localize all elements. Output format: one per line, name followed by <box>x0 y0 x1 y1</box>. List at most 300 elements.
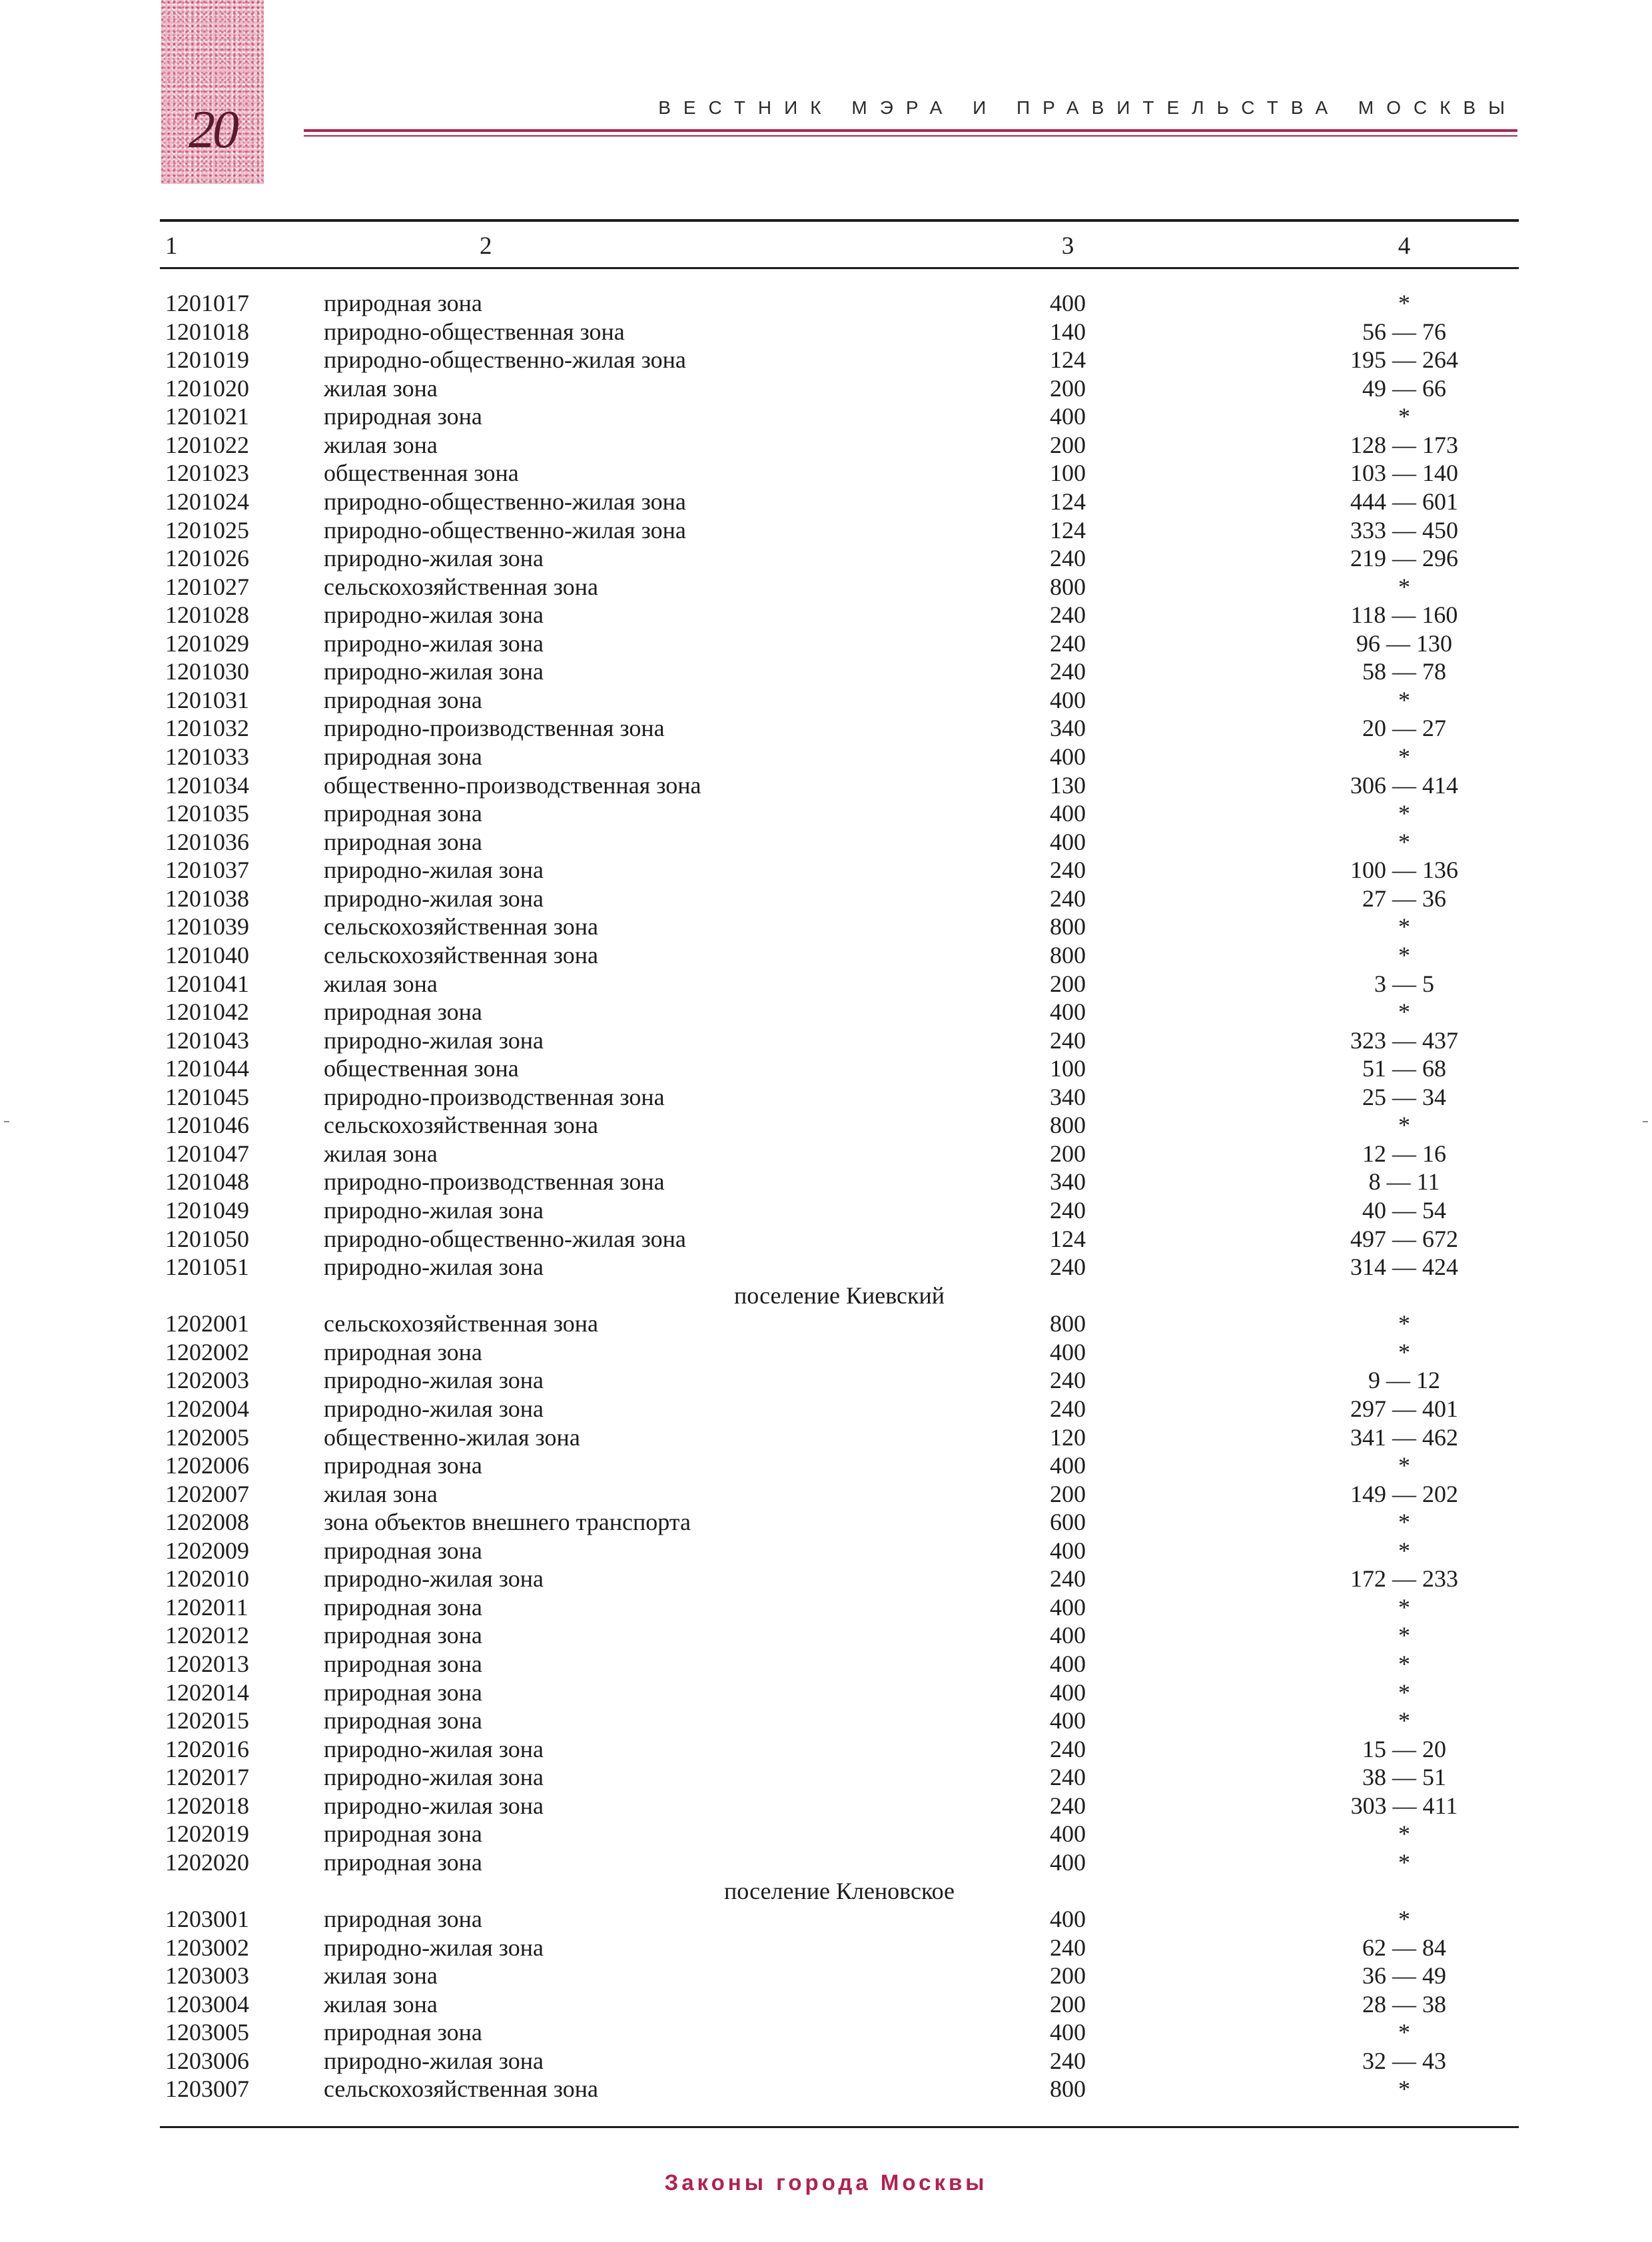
table-row <box>0 2018 1652 2047</box>
zone-code: 1202012 <box>165 1622 249 1649</box>
zone-type: природная зона <box>324 1848 482 1876</box>
zone-value: 340 <box>1050 715 1086 742</box>
zone-type: сельскохозяйственная зона <box>324 1112 598 1139</box>
zone-value: 124 <box>1050 346 1086 374</box>
zone-value: 400 <box>1050 1820 1086 1848</box>
table-row <box>0 1905 1652 1934</box>
zone-code: 1202011 <box>165 1593 248 1621</box>
zone-type: природная зона <box>324 1651 482 1677</box>
zone-range: 8 — 11 <box>1368 1168 1440 1196</box>
zone-range: * <box>1398 290 1410 316</box>
zone-code: 1201041 <box>165 970 249 997</box>
zone-type: природно-жилая зона <box>324 1735 544 1762</box>
zone-range: * <box>1398 1452 1410 1479</box>
zone-code: 1203002 <box>165 1934 249 1961</box>
header-rule <box>304 129 1517 132</box>
zone-code: 1201023 <box>165 460 249 487</box>
zone-code: 1201043 <box>165 1026 249 1054</box>
zone-code: 1202009 <box>165 1537 249 1564</box>
zone-type: общественная зона <box>324 460 519 487</box>
zone-type: природная зона <box>324 2019 482 2046</box>
zone-range: * <box>1398 1906 1410 1933</box>
zone-range: * <box>1398 403 1410 430</box>
table-row <box>0 1480 1652 1509</box>
zone-code: 1201037 <box>165 857 249 884</box>
zone-range: * <box>1398 1112 1410 1139</box>
zone-value: 400 <box>1050 800 1086 827</box>
zone-range: 58 — 78 <box>1362 658 1446 685</box>
zone-value: 240 <box>1050 1735 1086 1762</box>
zone-type: природно-производственная зона <box>324 715 665 742</box>
table-row <box>0 998 1652 1026</box>
zone-type: природная зона <box>324 1906 482 1933</box>
zone-value: 120 <box>1050 1423 1086 1451</box>
zone-value: 240 <box>1050 1764 1086 1791</box>
zone-range: 40 — 54 <box>1362 1197 1446 1224</box>
zone-value: 200 <box>1050 970 1086 997</box>
zone-code: 1202015 <box>165 1707 249 1734</box>
page-number-badge <box>161 0 264 184</box>
crop-mark-left <box>4 1121 9 1122</box>
zone-value: 400 <box>1050 1906 1086 1933</box>
table-row <box>0 1026 1652 1055</box>
table-header-rule <box>160 267 1519 269</box>
zone-range: 56 — 76 <box>1362 318 1446 345</box>
table-row <box>0 2047 1652 2075</box>
zone-value: 130 <box>1050 771 1086 799</box>
zone-range: 36 — 49 <box>1362 1962 1446 1990</box>
zone-type: жилая зона <box>324 1990 438 2018</box>
column-header-4: 4 <box>1398 232 1411 260</box>
zone-range: 20 — 27 <box>1362 715 1446 742</box>
zone-code: 1202018 <box>165 1792 249 1819</box>
zone-value: 240 <box>1050 1367 1086 1394</box>
table-row <box>0 516 1652 545</box>
zone-type: природная зона <box>324 1679 482 1706</box>
zone-code: 1201028 <box>165 601 249 629</box>
zone-value: 400 <box>1050 1593 1086 1621</box>
zone-range: * <box>1398 998 1410 1026</box>
zone-value: 240 <box>1050 1565 1086 1593</box>
zone-code: 1201034 <box>165 771 249 799</box>
zone-type: сельскохозяйственная зона <box>324 913 598 940</box>
zone-value: 340 <box>1050 1083 1086 1110</box>
zone-range: * <box>1398 828 1410 855</box>
zone-code: 1203001 <box>165 1906 249 1933</box>
zone-code: 1201047 <box>165 1140 249 1167</box>
zone-type: природно-жилая зона <box>324 629 544 657</box>
zone-code: 1201039 <box>165 913 249 940</box>
zone-type: жилая зона <box>324 1480 438 1507</box>
zone-value: 140 <box>1050 318 1086 345</box>
table-row <box>0 1848 1652 1877</box>
zone-type: природно-жилая зона <box>324 658 544 685</box>
zone-range: * <box>1398 800 1410 827</box>
table-row <box>0 1083 1652 1112</box>
zone-value: 400 <box>1050 828 1086 855</box>
column-header-1: 1 <box>165 232 178 260</box>
zone-code: 1202013 <box>165 1651 249 1677</box>
zone-range: * <box>1398 1310 1410 1337</box>
section-row <box>0 1282 1652 1310</box>
zone-range: * <box>1398 1651 1410 1677</box>
zone-code: 1201026 <box>165 545 249 572</box>
zone-value: 240 <box>1050 1026 1086 1054</box>
table-row <box>0 346 1652 374</box>
zone-code: 1201044 <box>165 1055 249 1082</box>
zone-code: 1203005 <box>165 2019 249 2046</box>
table-row <box>0 1679 1652 1707</box>
zone-range: * <box>1398 1537 1410 1564</box>
zone-value: 200 <box>1050 1990 1086 2018</box>
zone-range: * <box>1398 2019 1410 2046</box>
zone-type: сельскохозяйственная зона <box>324 941 598 968</box>
zone-value: 800 <box>1050 573 1086 600</box>
table-row <box>0 856 1652 885</box>
zone-range: 195 — 264 <box>1350 346 1458 374</box>
table-row <box>0 1650 1652 1679</box>
zone-range: 49 — 66 <box>1362 374 1446 402</box>
zone-range: * <box>1398 1820 1410 1848</box>
zone-code: 1201017 <box>165 290 249 316</box>
header-rule-thin <box>304 135 1517 137</box>
zone-value: 100 <box>1050 460 1086 487</box>
zone-value: 240 <box>1050 1395 1086 1422</box>
table-row <box>0 1309 1652 1338</box>
zone-value: 200 <box>1050 1140 1086 1167</box>
zone-type: природно-жилая зона <box>324 1254 544 1281</box>
zone-code: 1202007 <box>165 1480 249 1507</box>
zone-range: 32 — 43 <box>1362 2047 1446 2074</box>
zone-range: 9 — 12 <box>1368 1367 1440 1394</box>
zone-type: природно-жилая зона <box>324 1026 544 1054</box>
table-row <box>0 1140 1652 1168</box>
table-row <box>0 629 1652 658</box>
zone-value: 240 <box>1050 2047 1086 2074</box>
zone-code: 1201031 <box>165 686 249 713</box>
zone-code: 1202014 <box>165 1679 249 1706</box>
table-row <box>0 828 1652 857</box>
zone-value: 400 <box>1050 1452 1086 1479</box>
zone-value: 240 <box>1050 857 1086 884</box>
section-title: поселение Киевский <box>733 1282 945 1309</box>
zone-range: * <box>1398 1509 1410 1536</box>
zone-value: 240 <box>1050 629 1086 657</box>
zone-type: природно-общественно-жилая зона <box>324 516 686 544</box>
zone-range: 25 — 34 <box>1362 1083 1446 1110</box>
running-title: ВЕСТНИК МЭРА И ПРАВИТЕЛЬСТВА МОСКВЫ <box>658 97 1517 118</box>
zone-code: 1202016 <box>165 1735 249 1762</box>
table-row <box>0 544 1652 573</box>
zone-range: 15 — 20 <box>1362 1735 1446 1762</box>
zone-code: 1201051 <box>165 1254 249 1281</box>
zone-code: 1203003 <box>165 1962 249 1990</box>
zone-value: 400 <box>1050 1622 1086 1649</box>
zone-range: * <box>1398 573 1410 600</box>
zone-code: 1202001 <box>165 1310 249 1337</box>
zone-code: 1201032 <box>165 715 249 742</box>
zone-range: * <box>1398 1622 1410 1649</box>
zone-value: 400 <box>1050 2019 1086 2046</box>
zone-code: 1201045 <box>165 1083 249 1110</box>
zone-type: общественная зона <box>324 1055 519 1082</box>
zone-type: природно-производственная зона <box>324 1168 665 1196</box>
crop-mark-right <box>1643 1121 1648 1122</box>
zone-type: жилая зона <box>324 431 438 458</box>
table-row <box>0 1593 1652 1622</box>
zone-code: 1202003 <box>165 1367 249 1394</box>
zone-type: зона объектов внешнего транспорта <box>324 1509 691 1536</box>
column-header-2: 2 <box>480 232 492 260</box>
zone-value: 600 <box>1050 1509 1086 1536</box>
table-row <box>0 459 1652 488</box>
zone-code: 1201030 <box>165 658 249 685</box>
zone-code: 1202006 <box>165 1452 249 1479</box>
zone-range: 96 — 130 <box>1356 629 1452 657</box>
zone-type: природно-жилая зона <box>324 2047 544 2074</box>
table-row <box>0 1962 1652 1990</box>
zone-range: 497 — 672 <box>1350 1225 1458 1252</box>
zone-range: * <box>1398 913 1410 940</box>
zone-code: 1202017 <box>165 1764 249 1791</box>
zone-value: 400 <box>1050 998 1086 1026</box>
zone-code: 1203004 <box>165 1990 249 2018</box>
zone-code: 1201033 <box>165 743 249 770</box>
table-row <box>0 1366 1652 1395</box>
column-header-3: 3 <box>1061 232 1074 260</box>
zone-value: 100 <box>1050 1055 1086 1082</box>
zone-range: * <box>1398 1848 1410 1876</box>
zone-range: * <box>1398 1707 1410 1734</box>
table-row <box>0 1196 1652 1225</box>
zone-type: сельскохозяйственная зона <box>324 573 598 600</box>
zone-range: 27 — 36 <box>1362 885 1446 912</box>
zone-value: 240 <box>1050 1254 1086 1281</box>
zone-value: 400 <box>1050 1707 1086 1734</box>
zone-type: природно-жилая зона <box>324 1792 544 1819</box>
table-row <box>0 771 1652 800</box>
zone-value: 340 <box>1050 1168 1086 1196</box>
table-row <box>0 799 1652 828</box>
zone-type: природная зона <box>324 828 482 855</box>
zone-code: 1201021 <box>165 403 249 430</box>
zone-code: 1201018 <box>165 318 249 345</box>
zone-code: 1201038 <box>165 885 249 912</box>
zone-code: 1201042 <box>165 998 249 1026</box>
table-row <box>0 318 1652 346</box>
zone-type: природная зона <box>324 1537 482 1564</box>
zone-type: природно-общественно-жилая зона <box>324 488 686 515</box>
zone-type: сельскохозяйственная зона <box>324 2075 598 2103</box>
table-row <box>0 885 1652 913</box>
zone-value: 240 <box>1050 1792 1086 1819</box>
zone-code: 1202008 <box>165 1509 249 1536</box>
zone-type: природно-общественно-жилая зона <box>324 1225 686 1252</box>
zone-range: * <box>1398 743 1410 770</box>
zone-range: 62 — 84 <box>1362 1934 1446 1961</box>
zone-type: природно-жилая зона <box>324 1764 544 1791</box>
zone-range: 219 — 296 <box>1350 545 1458 572</box>
zone-range: 100 — 136 <box>1350 857 1458 884</box>
zone-code: 1201020 <box>165 374 249 402</box>
zone-value: 800 <box>1050 1112 1086 1139</box>
zone-type: сельскохозяйственная зона <box>324 1310 598 1337</box>
table-row <box>0 402 1652 431</box>
table-row <box>0 1565 1652 1593</box>
zone-type: природно-жилая зона <box>324 601 544 629</box>
zone-type: природная зона <box>324 743 482 770</box>
zone-value: 124 <box>1050 488 1086 515</box>
zone-type: природно-общественная зона <box>324 318 625 345</box>
zone-code: 1201036 <box>165 828 249 855</box>
zone-value: 240 <box>1050 601 1086 629</box>
table-row <box>0 1395 1652 1423</box>
zone-value: 400 <box>1050 743 1086 770</box>
zone-value: 400 <box>1050 1848 1086 1876</box>
zone-value: 400 <box>1050 1537 1086 1564</box>
zone-code: 1201022 <box>165 431 249 458</box>
footer-section-title: Законы города Москвы <box>664 2170 988 2195</box>
section-row <box>0 1877 1652 1906</box>
zone-value: 800 <box>1050 1310 1086 1337</box>
zone-code: 1201046 <box>165 1112 249 1139</box>
table-row <box>0 431 1652 460</box>
zone-code: 1201049 <box>165 1197 249 1224</box>
table-row <box>0 1792 1652 1820</box>
zone-range: 28 — 38 <box>1362 1990 1446 2018</box>
zone-range: 444 — 601 <box>1350 488 1458 515</box>
table-row <box>0 1990 1652 2019</box>
zone-range: * <box>1398 941 1410 968</box>
zone-range: 38 — 51 <box>1362 1764 1446 1791</box>
zone-value: 800 <box>1050 913 1086 940</box>
page-number: 20 <box>189 101 236 159</box>
table-row <box>0 573 1652 601</box>
zone-range: * <box>1398 2075 1410 2103</box>
zone-value: 200 <box>1050 431 1086 458</box>
table-row <box>0 601 1652 629</box>
table-row <box>0 1338 1652 1367</box>
zone-type: природная зона <box>324 686 482 713</box>
zone-value: 240 <box>1050 885 1086 912</box>
zone-value: 400 <box>1050 290 1086 316</box>
zone-code: 1201025 <box>165 516 249 544</box>
table-row <box>0 657 1652 686</box>
table-body <box>0 289 1652 2103</box>
table-row <box>0 1735 1652 1764</box>
table-row <box>0 1537 1652 1565</box>
zone-type: жилая зона <box>324 1962 438 1990</box>
zone-type: природная зона <box>324 1593 482 1621</box>
zone-type: природно-жилая зона <box>324 1197 544 1224</box>
table-row <box>0 1508 1652 1537</box>
zone-type: природно-жилая зона <box>324 545 544 572</box>
zone-value: 240 <box>1050 1934 1086 1961</box>
zone-type: природная зона <box>324 998 482 1026</box>
zone-code: 1201035 <box>165 800 249 827</box>
zone-range: 323 — 437 <box>1350 1026 1458 1054</box>
zone-value: 240 <box>1050 1197 1086 1224</box>
table-row <box>0 1423 1652 1452</box>
zone-code: 1203006 <box>165 2047 249 2074</box>
zone-range: 297 — 401 <box>1350 1395 1458 1422</box>
zone-type: природно-производственная зона <box>324 1083 665 1110</box>
zone-code: 1202010 <box>165 1565 249 1593</box>
zone-code: 1202005 <box>165 1423 249 1451</box>
zone-value: 400 <box>1050 1679 1086 1706</box>
table-row <box>0 1763 1652 1792</box>
zone-type: жилая зона <box>324 1140 438 1167</box>
zone-code: 1201050 <box>165 1225 249 1252</box>
zone-range: * <box>1398 1593 1410 1621</box>
table-row <box>0 941 1652 970</box>
table-row <box>0 289 1652 318</box>
zone-code: 1201019 <box>165 346 249 374</box>
zone-value: 800 <box>1050 2075 1086 2103</box>
zone-type: жилая зона <box>324 374 438 402</box>
zone-code: 1202002 <box>165 1338 249 1365</box>
table-row <box>0 1054 1652 1083</box>
table-row <box>0 1451 1652 1480</box>
zone-type: природно-жилая зона <box>324 885 544 912</box>
zone-type: жилая зона <box>324 970 438 997</box>
table-row <box>0 714 1652 743</box>
zone-value: 124 <box>1050 1225 1086 1252</box>
zone-value: 400 <box>1050 403 1086 430</box>
zone-type: природная зона <box>324 1707 482 1734</box>
zone-code: 1201024 <box>165 488 249 515</box>
zone-type: общественно-жилая зона <box>324 1423 580 1451</box>
table-top-rule <box>160 219 1519 222</box>
zone-type: природная зона <box>324 1622 482 1649</box>
zone-range: 12 — 16 <box>1362 1140 1446 1167</box>
zone-type: общественно-производственная зона <box>324 771 701 799</box>
zone-range: 306 — 414 <box>1350 771 1458 799</box>
zone-value: 240 <box>1050 658 1086 685</box>
table-row <box>0 1621 1652 1650</box>
zone-type: природно-общественно-жилая зона <box>324 346 686 374</box>
zone-type: природная зона <box>324 290 482 316</box>
table-row <box>0 686 1652 715</box>
zone-type: природная зона <box>324 1452 482 1479</box>
zone-range: 341 — 462 <box>1350 1423 1458 1451</box>
zone-code: 1202020 <box>165 1848 249 1876</box>
zone-type: природно-жилая зона <box>324 1934 544 1961</box>
zone-value: 240 <box>1050 545 1086 572</box>
table-row <box>0 743 1652 771</box>
zone-range: 128 — 173 <box>1350 431 1458 458</box>
zone-code: 1202004 <box>165 1395 249 1422</box>
zone-code: 1203007 <box>165 2075 249 2103</box>
zone-range: 118 — 160 <box>1350 601 1458 629</box>
zone-code: 1201027 <box>165 573 249 600</box>
zone-type: природная зона <box>324 1820 482 1848</box>
zone-value: 400 <box>1050 686 1086 713</box>
zone-range: 172 — 233 <box>1350 1565 1458 1593</box>
zone-range: 149 — 202 <box>1350 1480 1458 1507</box>
zone-range: 103 — 140 <box>1350 460 1458 487</box>
zone-value: 800 <box>1050 941 1086 968</box>
zone-value: 200 <box>1050 1962 1086 1990</box>
zone-range: 3 — 5 <box>1374 970 1434 997</box>
table-row <box>0 2075 1652 2103</box>
zone-range: * <box>1398 686 1410 713</box>
table-row <box>0 1820 1652 1848</box>
zone-type: природно-жилая зона <box>324 857 544 884</box>
table-row <box>0 970 1652 998</box>
zone-range: * <box>1398 1338 1410 1365</box>
table-row <box>0 1111 1652 1140</box>
